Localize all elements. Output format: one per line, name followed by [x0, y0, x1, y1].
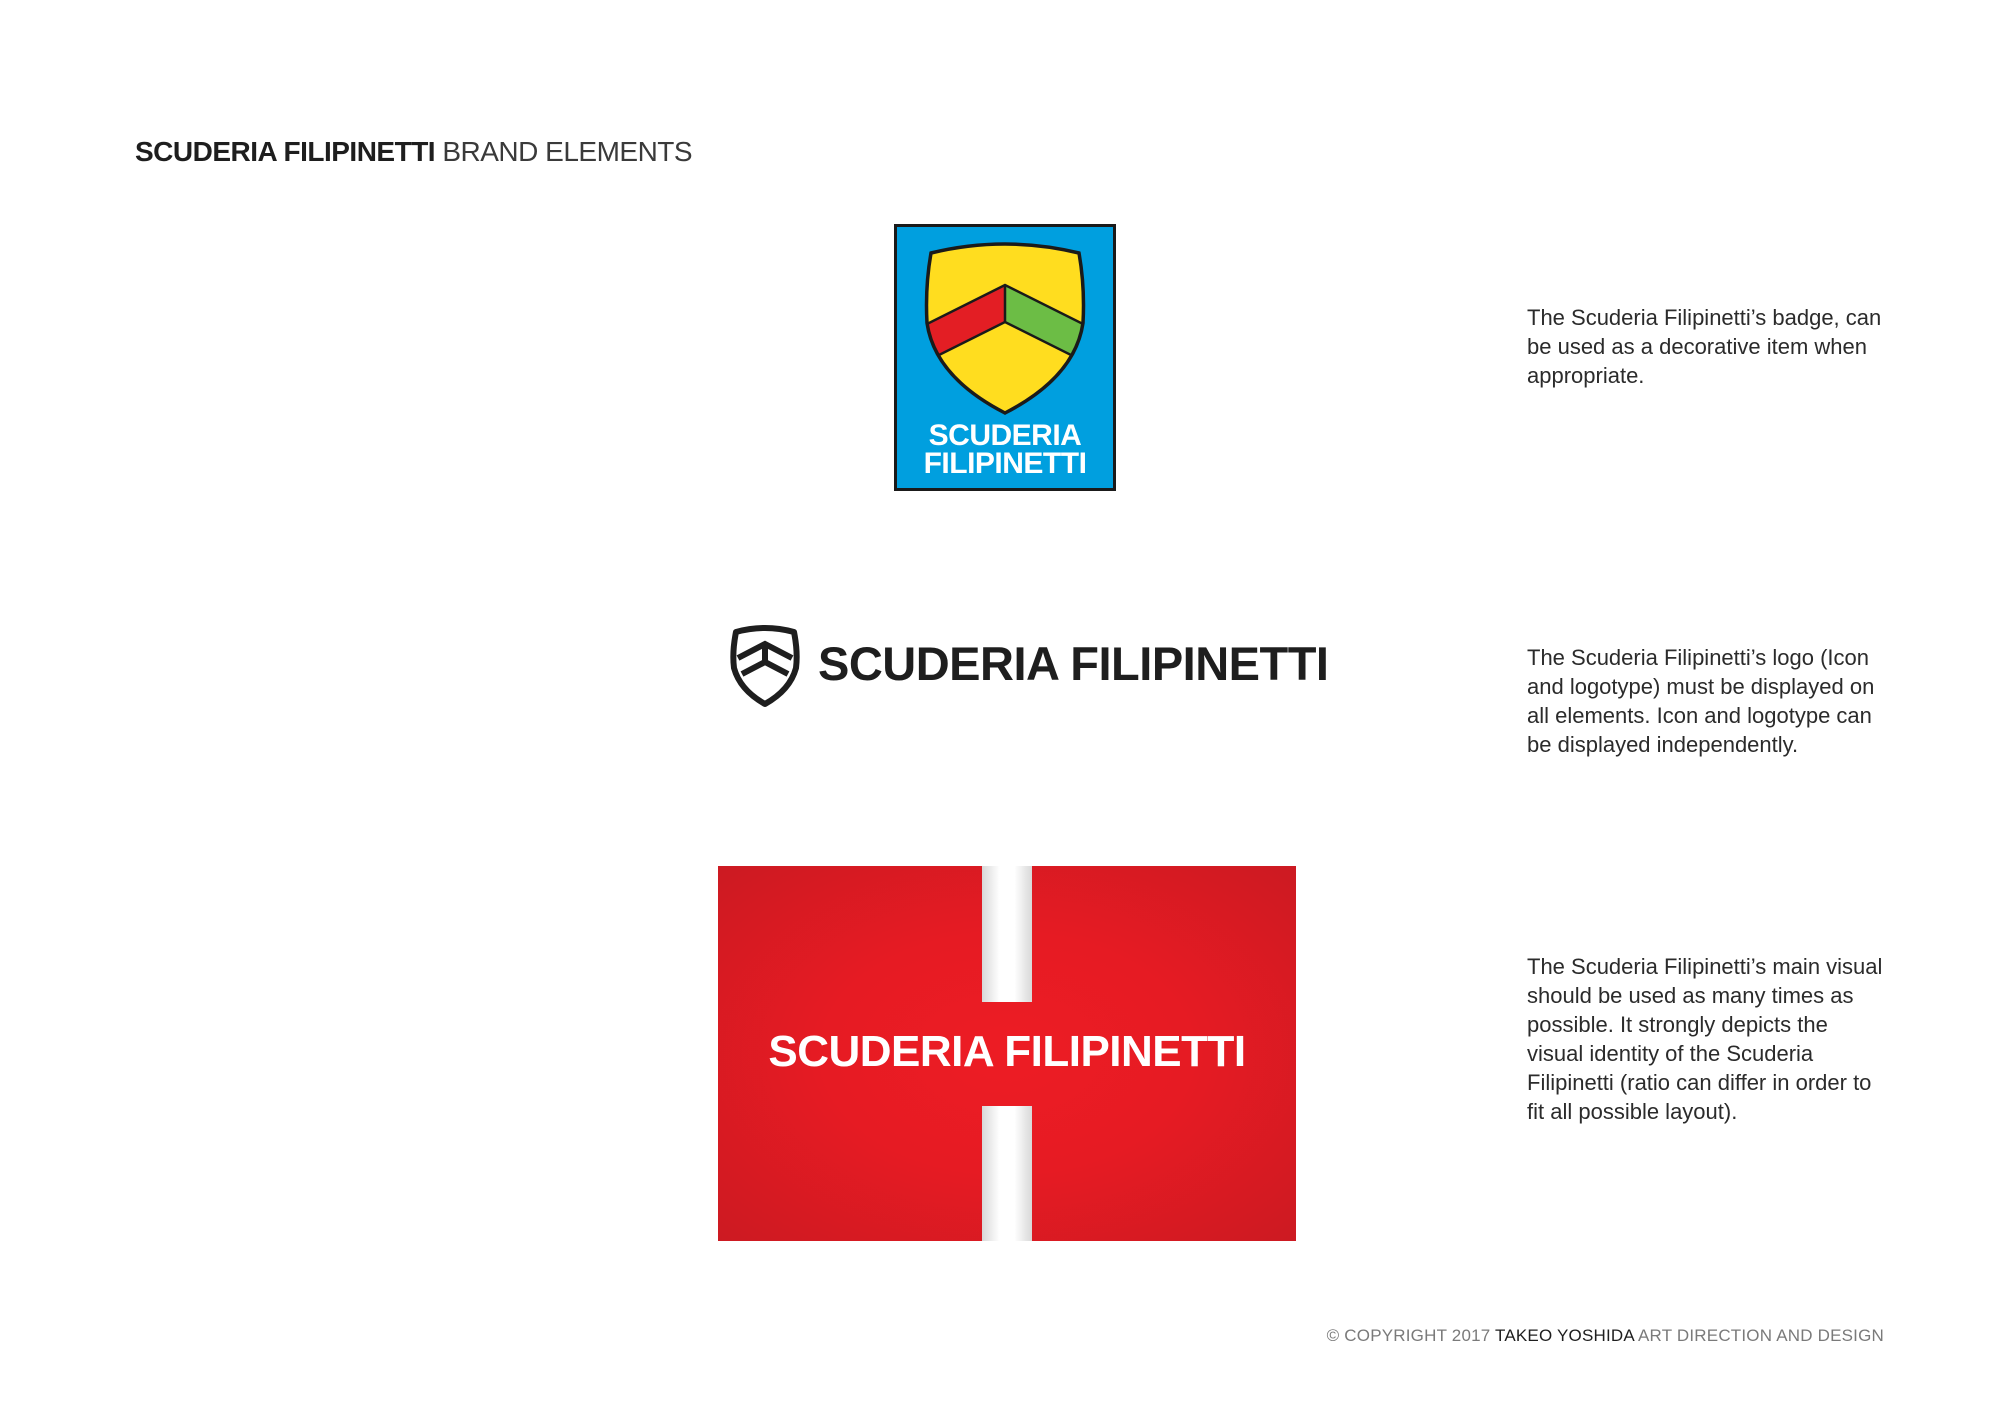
main-visual: [718, 866, 1296, 1241]
logo-description: The Scuderia Filipinetti’s logo (Icon and logotype) must be displayed on all elements. Icon and logotype can be displayed independently.: [1527, 645, 1875, 757]
copyright-suffix: ART DIRECTION AND DESIGN: [1638, 1326, 1884, 1345]
main-visual-text: SCUDERIA FILIPINETTI: [768, 1027, 1246, 1076]
brand-badge: [894, 224, 1116, 491]
main-visual-stripe-bottom: [982, 1106, 1032, 1241]
main-visual-description: The Scuderia Filipinetti’s main visual should be used as many times as possible. It strongly depicts the visual identity of the Scuderia Filipinetti (ratio can differ in order to fit all possible layout).: [1527, 954, 1883, 1124]
copyright-name: TAKEO YOSHIDA: [1495, 1326, 1634, 1345]
page-title-brand: SCUDERIA FILIPINETTI: [135, 136, 436, 167]
brand-logo: [730, 624, 1329, 708]
main-visual-stripe-top: [982, 866, 1032, 1002]
logotype: SCUDERIA FILIPINETTI: [818, 637, 1329, 690]
page-title-section: BRAND ELEMENTS: [442, 136, 693, 167]
shield-chevron-icon: [730, 624, 800, 708]
page-title: [135, 136, 692, 168]
badge-description: The Scuderia Filipinetti’s badge, can be used as a decorative item when appropriate.: [1527, 305, 1882, 388]
copyright-prefix: © COPYRIGHT 2017: [1326, 1326, 1491, 1345]
badge-text-line2: FILIPINETTI: [923, 447, 1087, 480]
badge-text-line1: SCUDERIA: [928, 419, 1082, 452]
copyright-notice: [1327, 1326, 1884, 1346]
